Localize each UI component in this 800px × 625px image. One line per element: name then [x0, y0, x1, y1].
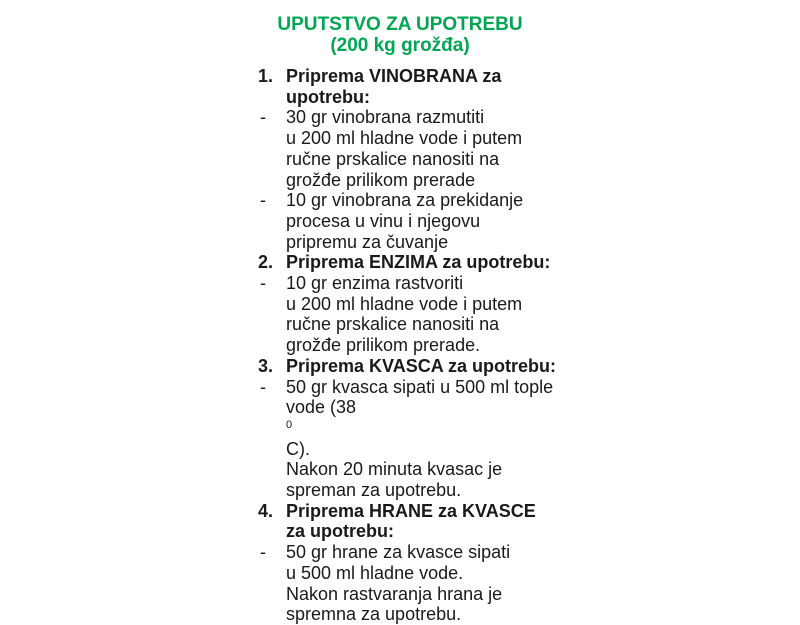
- list-item: [258, 273, 578, 356]
- bullet-dash: -: [260, 273, 266, 294]
- degree-superscript: 0: [286, 418, 293, 431]
- section-heading: [258, 66, 578, 107]
- section-heading-line: Priprema ENZIMA za upotrebu:: [286, 252, 551, 273]
- item-line: 10 gr enzima rastvoriti: [286, 273, 464, 294]
- item-line: 50 gr kvasca sipati u 500 ml tople: [286, 376, 554, 397]
- item-line: 30 gr vinobrana razmutiti: [286, 107, 485, 128]
- bullet-dash: -: [260, 376, 266, 397]
- instructions-list: [258, 66, 578, 625]
- item-line: ručne prskalice nanositi na: [286, 148, 500, 169]
- section-number: 1.: [258, 66, 274, 86]
- item-line: Nakon rastvaranja hrana je: [286, 583, 503, 604]
- item-line: Nakon 20 minuta kvasac je: [286, 459, 503, 480]
- section-heading: [258, 501, 578, 542]
- item-line-temperature: [286, 397, 578, 459]
- bullet-dash: -: [260, 542, 266, 563]
- item-line: grožđe prilikom prerade.: [286, 335, 481, 356]
- item-line: spremna za upotrebu.: [286, 604, 462, 625]
- item-line: u 200 ml hladne vode i putem: [286, 293, 523, 314]
- section-hrana: [258, 501, 578, 625]
- temperature-unit: C).: [286, 438, 310, 459]
- bullet-dash: -: [260, 190, 266, 211]
- item-line: 50 gr hrane za kvasce sipati: [286, 542, 511, 563]
- item-line: spreman za upotrebu.: [286, 480, 462, 501]
- section-heading-line: Priprema HRANE za KVASCE: [286, 500, 536, 521]
- temperature-text: vode (38: [286, 397, 357, 418]
- section-heading: [258, 356, 578, 377]
- section-number: 2.: [258, 252, 274, 273]
- section-enzim: [258, 252, 578, 356]
- section-heading-line: za upotrebu:: [286, 521, 394, 542]
- section-heading-line: Priprema KVASCA za upotrebu:: [286, 355, 557, 376]
- section-number: 4.: [258, 500, 274, 521]
- item-line: u 200 ml hladne vode i putem: [286, 128, 523, 149]
- section-heading: [258, 252, 578, 273]
- title-line-main: UPUTSTVO ZA UPOTREBU: [277, 14, 523, 35]
- item-line: grožđe prilikom prerade: [286, 169, 476, 190]
- section-kvasac: [258, 356, 578, 501]
- item-line: 10 gr vinobrana za prekidanje: [286, 190, 524, 211]
- list-item: [258, 190, 578, 252]
- title-line-quantity: (200 kg grožđa): [330, 35, 470, 56]
- section-number: 3.: [258, 355, 274, 376]
- section-heading-line: upotrebu:: [286, 86, 370, 107]
- list-item: [258, 107, 578, 190]
- section-heading-line: Priprema VINOBRANA za: [286, 66, 502, 86]
- list-item: [258, 542, 578, 625]
- item-line: u 500 ml hladne vode.: [286, 562, 464, 583]
- item-line: pripremu za čuvanje: [286, 231, 449, 252]
- section-vinobran: [258, 66, 578, 252]
- item-line: procesa u vinu i njegovu: [286, 210, 481, 231]
- document-title: [0, 14, 800, 56]
- list-item: [258, 377, 578, 501]
- item-line: ručne prskalice nanositi na: [286, 314, 500, 335]
- bullet-dash: -: [260, 107, 266, 128]
